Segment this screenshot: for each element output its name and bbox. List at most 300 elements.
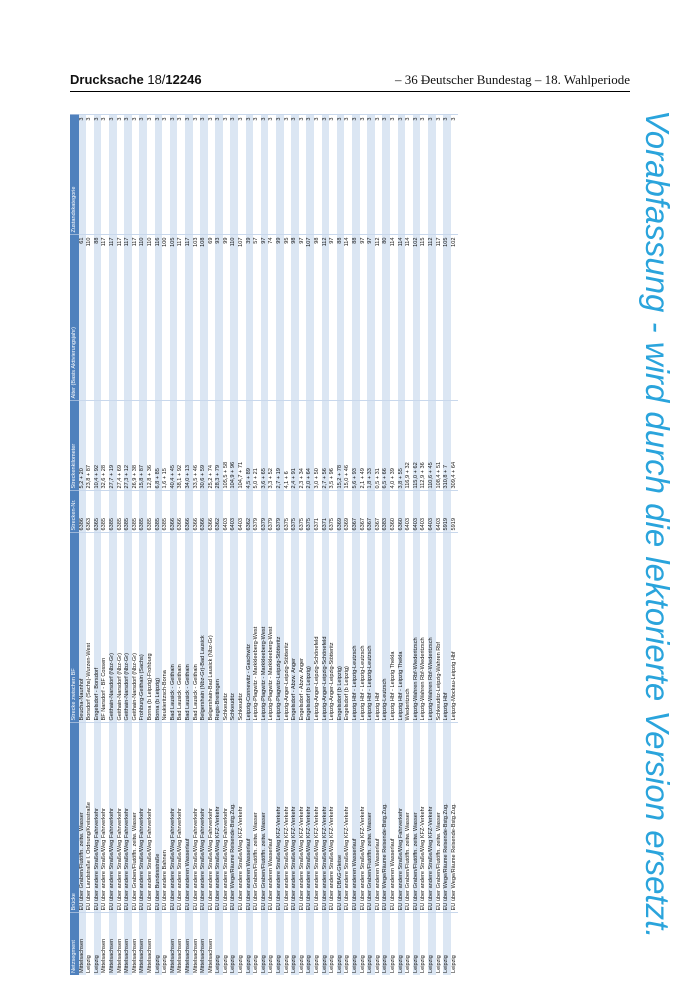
table-cell: 3 <box>268 115 276 235</box>
doc-reference <box>70 72 202 87</box>
table-cell: Geithain-Narsdorf (Nbz-Gr) <box>117 533 125 723</box>
table-cell: Leipzig <box>246 913 254 975</box>
table-cell: EÜ über andere Straße/Weg Fahrverkehr <box>117 723 125 913</box>
table-cell: 3 <box>101 115 109 235</box>
table-cell: 6385 <box>162 491 170 533</box>
table-cell: Belgershain (Nbz-Gr)-Bad Lausick <box>200 533 208 723</box>
table-row <box>193 115 201 975</box>
table-row <box>86 115 94 975</box>
table-cell: 6383 <box>382 491 390 533</box>
table-cell: EÜ über Bundesstraße <box>155 723 163 913</box>
table-cell: Leipzig Hbf - Leipzig Thekla <box>390 533 398 723</box>
table-cell: 6360 <box>398 491 406 533</box>
table-cell: Leipzig <box>443 913 451 975</box>
table-cell: 6375 <box>299 491 307 533</box>
table-cell: 3 <box>284 115 292 235</box>
table-cell: Mittelsachsen <box>132 913 140 975</box>
table-cell: Leipzig <box>329 913 337 975</box>
table-cell: 6385 <box>101 491 109 533</box>
table-cell: Leipzig <box>436 913 444 975</box>
table-row <box>451 115 459 975</box>
table-cell: 0,5 + 31 <box>375 401 383 491</box>
table-cell: 3,8 + 55 <box>398 401 406 491</box>
table-cell: 112 <box>428 235 436 401</box>
table-cell: Schkeuditz <box>238 533 246 723</box>
table-cell: 6379 <box>268 491 276 533</box>
table-cell: 1,6 + 15 <box>162 401 170 491</box>
table-cell: 2,7 + 19 <box>276 401 284 491</box>
table-cell: 98 <box>291 235 299 401</box>
table-cell: Bad Lausick - Geithain <box>177 533 185 723</box>
table-cell: 3 <box>79 115 87 235</box>
table-cell: 6371 <box>314 491 322 533</box>
table-cell: 6403 <box>428 491 436 533</box>
table-cell: 105 <box>170 235 178 401</box>
table-cell: 6403 <box>230 491 238 533</box>
table-cell: Mittelsachsen <box>79 913 87 975</box>
table-cell: 3 <box>230 115 238 235</box>
table-cell: 117 <box>132 235 140 401</box>
table-row <box>117 115 125 975</box>
table-cell: 6385 <box>132 491 140 533</box>
table-cell: EÜ über Landstraße I. Ordnung/Kreisstraße <box>86 723 94 913</box>
table-cell: 6379 <box>253 491 261 533</box>
table-cell: 117 <box>436 235 444 401</box>
table-cell: Engelsdorf - Abzw. Anger <box>291 533 299 723</box>
table-cell: Engelsdorf (b Leipzig) <box>337 533 345 723</box>
table-cell: 117 <box>117 235 125 401</box>
watermark <box>600 110 690 939</box>
table-cell: Mittelsachsen <box>109 913 117 975</box>
table-cell: 110 <box>86 235 94 401</box>
table-cell: 88 <box>94 235 102 401</box>
table-cell: 32,6 + 28 <box>101 401 109 491</box>
table-cell: 39 <box>246 235 254 401</box>
table-cell: 117 <box>177 235 185 401</box>
table-cell: Leipzig Hbf - Leipzig-Leutzsch <box>360 533 368 723</box>
table-cell: 97 <box>360 235 368 401</box>
table-cell: 3,5 + 96 <box>329 401 337 491</box>
table-cell: 108 <box>200 235 208 401</box>
table-cell: Leipzig Hbf <box>443 533 451 723</box>
table-row <box>299 115 307 975</box>
table-cell: 3 <box>170 115 178 235</box>
table-cell: 105,5 + 58 <box>223 401 231 491</box>
table-cell: 1,8 + 33 <box>367 401 375 491</box>
table-cell: 6403 <box>223 491 231 533</box>
table-cell: Leipzig <box>375 913 383 975</box>
table-cell: EÜ über andere Straße/Weg Fahrverkehr <box>177 723 185 913</box>
table-cell: 116,9 + 32 <box>405 401 413 491</box>
table-cell: 2,4 + 91 <box>291 401 299 491</box>
table-row <box>185 115 193 975</box>
table-cell: EÜ über andere Straße/Weg KFZ-Verkehr <box>329 723 337 913</box>
table-cell: 6369 <box>344 491 352 533</box>
table-cell: 97 <box>367 235 375 401</box>
table-cell: 26,9 + 38 <box>132 401 140 491</box>
rotated-table-container <box>70 115 625 975</box>
table-cell: 3 <box>253 115 261 235</box>
table-cell: EÜ über andere Straße/Weg KFZ-Verkehr <box>291 723 299 913</box>
table-cell: Leipzig-Anger-Leipzig-Stötteritz <box>284 533 292 723</box>
table-cell: Leipzig <box>420 913 428 975</box>
table-cell: EÜ über andere Straße/Weg Fahrverkehr <box>139 723 147 913</box>
table-row <box>276 115 284 975</box>
table-cell: Leipzig-Mockau-Leipzig Hbf <box>451 533 459 723</box>
table-cell: EÜ über Graben/Flutöffn. zeitw. Wasser <box>132 723 140 913</box>
table-cell: Leipzig Hbf - Leipzig-Leutzsch <box>352 533 360 723</box>
table-cell: 74 <box>268 235 276 401</box>
table-cell: EÜ über andere Straße/Weg Fahrverkehr <box>223 723 231 913</box>
table-cell: Geithain-Narsdorf (Nbz-Gr) <box>109 533 117 723</box>
column-header: Brücke <box>70 723 79 913</box>
table-cell: Engelsdorf - Borsdorf <box>94 533 102 723</box>
table-cell: 6367 <box>367 491 375 533</box>
table-cell: Leipzig-Plagwitz-Leipzig-Stötteritz <box>276 533 284 723</box>
table-cell: EÜ über Wege/Räume Reisende-Bstg.Zug. <box>451 723 459 913</box>
table-row <box>162 115 170 975</box>
table-cell: 3 <box>139 115 147 235</box>
table-cell: 25,2 + 74 <box>208 401 216 491</box>
table-cell: EÜ über anderen Wasserlauf <box>268 723 276 913</box>
table-cell: 100 <box>162 235 170 401</box>
table-cell: Leipzig Hbf <box>375 533 383 723</box>
table-row <box>420 115 428 975</box>
table-cell: EÜ über andere Straße/Weg KFZ-Verkehr <box>322 723 330 913</box>
table-cell: 104,9 + 96 <box>230 401 238 491</box>
table-cell: 3 <box>329 115 337 235</box>
table-cell: 3 <box>276 115 284 235</box>
table-cell: 28,3 + 79 <box>215 401 223 491</box>
table-cell: EÜ über andere Straße/Weg Fahrverkehr <box>147 723 155 913</box>
table-cell: 6367 <box>375 491 383 533</box>
table-row <box>246 115 254 975</box>
table-row <box>390 115 398 975</box>
table-cell: Leipzig <box>253 913 261 975</box>
table-cell: Leipzig <box>291 913 299 975</box>
table-body <box>79 115 459 975</box>
table-cell: 3 <box>367 115 375 235</box>
bridge-table <box>70 115 458 976</box>
table-row <box>344 115 352 975</box>
table-cell: 3 <box>193 115 201 235</box>
table-cell: 27,7 + 19 <box>109 401 117 491</box>
table-cell: 114 <box>405 235 413 401</box>
table-cell: Engelsdorf - Abzw. Anger <box>299 533 307 723</box>
table-cell: Schkeuditz <box>230 533 238 723</box>
table-cell: Geithain-Narsdorf (Nbz-Gr) <box>132 533 140 723</box>
table-cell: Leipzig-Wahren Rbf-Wiederitzsch <box>428 533 436 723</box>
table-row <box>132 115 140 975</box>
table-cell: Mittelsachsen <box>208 913 216 975</box>
column-header: Zustandskategorie <box>70 115 79 235</box>
table-cell: Leipzig <box>284 913 292 975</box>
table-row <box>253 115 261 975</box>
table-cell: 4,5 + 89 <box>246 401 254 491</box>
table-cell: 3 <box>117 115 125 235</box>
table-cell: 114 <box>344 235 352 401</box>
table-cell: 6385 <box>124 491 132 533</box>
table-cell: 99 <box>223 235 231 401</box>
table-cell: 3 <box>398 115 406 235</box>
table-cell: 6365 <box>94 491 102 533</box>
table-row <box>436 115 444 975</box>
table-cell: Mittelsachsen <box>101 913 109 975</box>
table-cell: 93 <box>215 235 223 401</box>
table-cell: EÜ über anderen Wasserlauf <box>352 723 360 913</box>
table-row <box>322 115 330 975</box>
table-cell: Mittelsachsen <box>185 913 193 975</box>
table-cell: 3 <box>132 115 140 235</box>
table-cell: 3 <box>162 115 170 235</box>
column-header: Alter (Basis Aktivierungsjahr) <box>70 235 79 401</box>
table-cell: 6366 <box>185 491 193 533</box>
table-cell: Leipzig-Anger-Leipzig-Schönefeld <box>314 533 322 723</box>
table-cell: Schkeuditz-Leipzig-Wahren Rbf <box>436 533 444 723</box>
table-cell: 6403 <box>405 491 413 533</box>
table-cell: EÜ über andere Straße/Weg KFZ-Verkehr <box>276 723 284 913</box>
table-cell: 3 <box>352 115 360 235</box>
table-cell: 10,4 + 92 <box>94 401 102 491</box>
table-cell: EÜ über anderen Wasserlauf <box>185 723 193 913</box>
table-cell: Leipzig <box>215 913 223 975</box>
table-cell: Engelsdorf (b Leipzig) <box>344 533 352 723</box>
table-cell: 97 <box>261 235 269 401</box>
table-cell: Leipzig <box>360 913 368 975</box>
table-cell: Leipzig <box>367 913 375 975</box>
table-cell: Mittelsachsen <box>200 913 208 975</box>
table-row <box>375 115 383 975</box>
table-cell: 2,1 + 49 <box>360 401 368 491</box>
table-row <box>155 115 163 975</box>
table-cell: Leipzig Hbf - Leipzig-Leutzsch <box>367 533 375 723</box>
table-cell: Mittelsachsen <box>139 913 147 975</box>
table-cell: Leipzig <box>337 913 345 975</box>
table-row <box>170 115 178 975</box>
table-cell: Mittelsachsen <box>193 913 201 975</box>
table-cell: 23,8 + 87 <box>86 401 94 491</box>
table-cell: 3 <box>360 115 368 235</box>
table-row <box>261 115 269 975</box>
table-cell: 3 <box>428 115 436 235</box>
table-cell: Mittelsachsen <box>117 913 125 975</box>
table-cell: 15,2 + 78 <box>337 401 345 491</box>
table-cell: EÜ über Wege/Räume Reisende-Bstg.Zug. <box>443 723 451 913</box>
table-cell: EÜ über andere Straße/Weg KFZ-Verkehr <box>284 723 292 913</box>
table-cell: 112 <box>322 235 330 401</box>
table-cell: 3 <box>382 115 390 235</box>
table-cell: 110 <box>230 235 238 401</box>
table-cell: 69 <box>208 235 216 401</box>
table-cell: Borna (b Leipzig)-Frohburg <box>147 533 155 723</box>
table-cell: Leipzig <box>94 913 102 975</box>
doc-number: 12246 <box>165 72 202 87</box>
table-cell: 6362 <box>215 491 223 533</box>
table-cell: 6375 <box>291 491 299 533</box>
table-cell: EÜ über andere Straße/Weg KFZ-Verkehr <box>238 723 246 913</box>
table-row <box>223 115 231 975</box>
table-cell: 3 <box>337 115 345 235</box>
table-cell: BF Narsdorf - BF Cossen <box>101 533 109 723</box>
table-cell: Wiederitzsch <box>405 533 413 723</box>
table-cell: EÜ über andere Straße/Weg Fahrverkehr <box>170 723 178 913</box>
table-cell: Leipzig-Leutzsch <box>382 533 390 723</box>
table-cell: 98 <box>314 235 322 401</box>
table-cell: Leipzig-Anger-Leipzig-Schönefeld <box>322 533 330 723</box>
table-cell: 3 <box>322 115 330 235</box>
table-row <box>79 115 87 975</box>
institution-label: Deutscher Bundestag – 18. Wahlperiode <box>420 72 630 87</box>
table-cell: Leipzig-Wahren Rbf-Wiederitzsch <box>420 533 428 723</box>
table-cell: EÜ über Graben/Flutöffn. zeitw. Wasser <box>405 723 413 913</box>
table-cell: Belgershain-Bad Lausick (Nbz-Gr) <box>208 533 216 723</box>
table-cell: EÜ über andere Straße/Weg KFZ-Verkehr <box>360 723 368 913</box>
table-cell: 5,6 + 93 <box>352 401 360 491</box>
column-header: Netzsegment <box>70 913 79 975</box>
table-row <box>238 115 246 975</box>
table-row <box>109 115 117 975</box>
table-cell: 6367 <box>352 491 360 533</box>
column-header: Strecken-Nr. <box>70 491 79 533</box>
table-cell: Leipzig <box>306 913 314 975</box>
table-cell: 108,4 + 51 <box>436 401 444 491</box>
table-cell: 3 <box>299 115 307 235</box>
table-cell: 2,0 + 64 <box>306 401 314 491</box>
table-cell: 88 <box>337 235 345 401</box>
table-cell: Bad Lausick - Geithain <box>170 533 178 723</box>
table-cell: Leipzig-Connewitz - Gaschwitz <box>246 533 254 723</box>
table-cell: 3 <box>261 115 269 235</box>
table-cell: Frohburg-Geithain (Sachs) <box>139 533 147 723</box>
table-cell: 5919 <box>443 491 451 533</box>
table-cell: 117 <box>185 235 193 401</box>
table-cell: 80 <box>382 235 390 401</box>
table-row <box>413 115 421 975</box>
table-cell: EÜ über andere Straße/Weg Fahrverkehr <box>398 723 406 913</box>
table-cell: 3 <box>291 115 299 235</box>
table-cell: Bad Lausick - Geithain <box>193 533 201 723</box>
table-cell: 6385 <box>155 491 163 533</box>
table-cell: 309,4 + 64 <box>451 401 459 491</box>
table-cell: 3 <box>94 115 102 235</box>
table-cell: 115,0 + 62 <box>413 401 421 491</box>
table-cell: EÜ über Wege/Räume Reisende-Bstg.Zug. <box>230 723 238 913</box>
table-cell: 6385 <box>147 491 155 533</box>
table-cell: 3 <box>124 115 132 235</box>
table-cell: 6369 <box>337 491 345 533</box>
table-cell: EÜ über andere Straße/Weg Fahrverkehr <box>193 723 201 913</box>
table-cell: 3 <box>405 115 413 235</box>
table-cell: Leipzig <box>261 913 269 975</box>
table-cell: 30,6 + 59 <box>200 401 208 491</box>
table-cell: Mittelsachsen <box>170 913 178 975</box>
table-cell: 5919 <box>451 491 459 533</box>
table-cell: EÜ über andere Straße/Weg KFZ-Verkehr <box>420 723 428 913</box>
table-row <box>405 115 413 975</box>
bridge-table-frame <box>70 115 625 975</box>
table-row <box>443 115 451 975</box>
table-cell: 3,3 + 52 <box>268 401 276 491</box>
table-row <box>398 115 406 975</box>
table-cell: Leipzig <box>223 913 231 975</box>
table-cell: 6386 <box>79 491 87 533</box>
table-cell: Leipzig <box>299 913 307 975</box>
table-cell: Leipzig <box>344 913 352 975</box>
table-cell: 112,9 + 36 <box>420 401 428 491</box>
table-cell: 34,0 + 13 <box>185 401 193 491</box>
table-cell: Leipzig <box>322 913 330 975</box>
table-cell: 6385 <box>139 491 147 533</box>
table-cell: 3 <box>413 115 421 235</box>
table-cell: 116 <box>155 235 163 401</box>
table-cell: 3 <box>238 115 246 235</box>
table-row <box>337 115 345 975</box>
table-cell: Mittelsachsen <box>147 913 155 975</box>
table-cell: 6379 <box>276 491 284 533</box>
table-cell: Leipzig <box>451 913 459 975</box>
table-cell: 112 <box>375 235 383 401</box>
table-cell: Leipzig <box>382 913 390 975</box>
table-cell: Regis-Breitingen <box>215 533 223 723</box>
table-cell: 6366 <box>193 491 201 533</box>
table-cell: 6385 <box>117 491 125 533</box>
table-cell: Geithain-Narsdorf (Nbz-Gr) <box>124 533 132 723</box>
table-cell: Leipzig-Plagwitz - Markkleeberg-West <box>253 533 261 723</box>
table-cell: 3 <box>344 115 352 235</box>
table-row <box>352 115 360 975</box>
table-cell: 117 <box>124 235 132 401</box>
table-cell: Leipzig <box>230 913 238 975</box>
table-row <box>268 115 276 975</box>
table-cell: EÜ über Graben/Flutöffn. zeitw. Wasser <box>261 723 269 913</box>
table-cell: Mittelsachsen <box>124 913 132 975</box>
table-cell: EÜ über Graben/Flutöffn. zeitw. Wasser <box>413 723 421 913</box>
table-cell: 6375 <box>306 491 314 533</box>
table-cell: Beucha-Naunhof <box>79 533 87 723</box>
table-cell: Bad Lausick - Geithain <box>185 533 193 723</box>
table-cell: EÜ über Wege/Räume Reisende-Bstg.Zug. <box>382 723 390 913</box>
table-cell: Leipzig <box>314 913 322 975</box>
table-cell: 6375 <box>284 491 292 533</box>
table-row <box>101 115 109 975</box>
table-cell: Leipzig <box>276 913 284 975</box>
table-cell: 3,0 + 50 <box>314 401 322 491</box>
table-cell: 61 <box>79 235 87 401</box>
table-cell: 105 <box>443 235 451 401</box>
table-cell: 6375 <box>329 491 337 533</box>
table-cell: 102 <box>451 235 459 401</box>
table-cell: 3 <box>306 115 314 235</box>
table-cell: 104,7 + 71 <box>238 401 246 491</box>
table-cell: 2,3 + 34 <box>299 401 307 491</box>
table-cell: Leipzig <box>238 913 246 975</box>
table-header-row <box>70 115 79 975</box>
table-row <box>177 115 185 975</box>
table-cell: EÜ über DBAG-Gleise <box>337 723 345 913</box>
table-cell: Borna (b Leipzig) <box>155 533 163 723</box>
table-cell: 6385 <box>109 491 117 533</box>
table-cell: 107 <box>306 235 314 401</box>
table-cell: EÜ über andere Bahnen <box>162 723 170 913</box>
table-cell: EÜ über andere Straße/Weg Fahrverkehr <box>109 723 117 913</box>
table-cell: 3 <box>390 115 398 235</box>
table-cell: Leipzig <box>162 913 170 975</box>
table-row <box>329 115 337 975</box>
table-cell: 102 <box>413 235 421 401</box>
table-cell: Schkeuditz <box>223 533 231 723</box>
table-cell: EÜ über andere Straße/Weg KFZ-Verkehr <box>344 723 352 913</box>
table-cell: 5,0 + 21 <box>253 401 261 491</box>
